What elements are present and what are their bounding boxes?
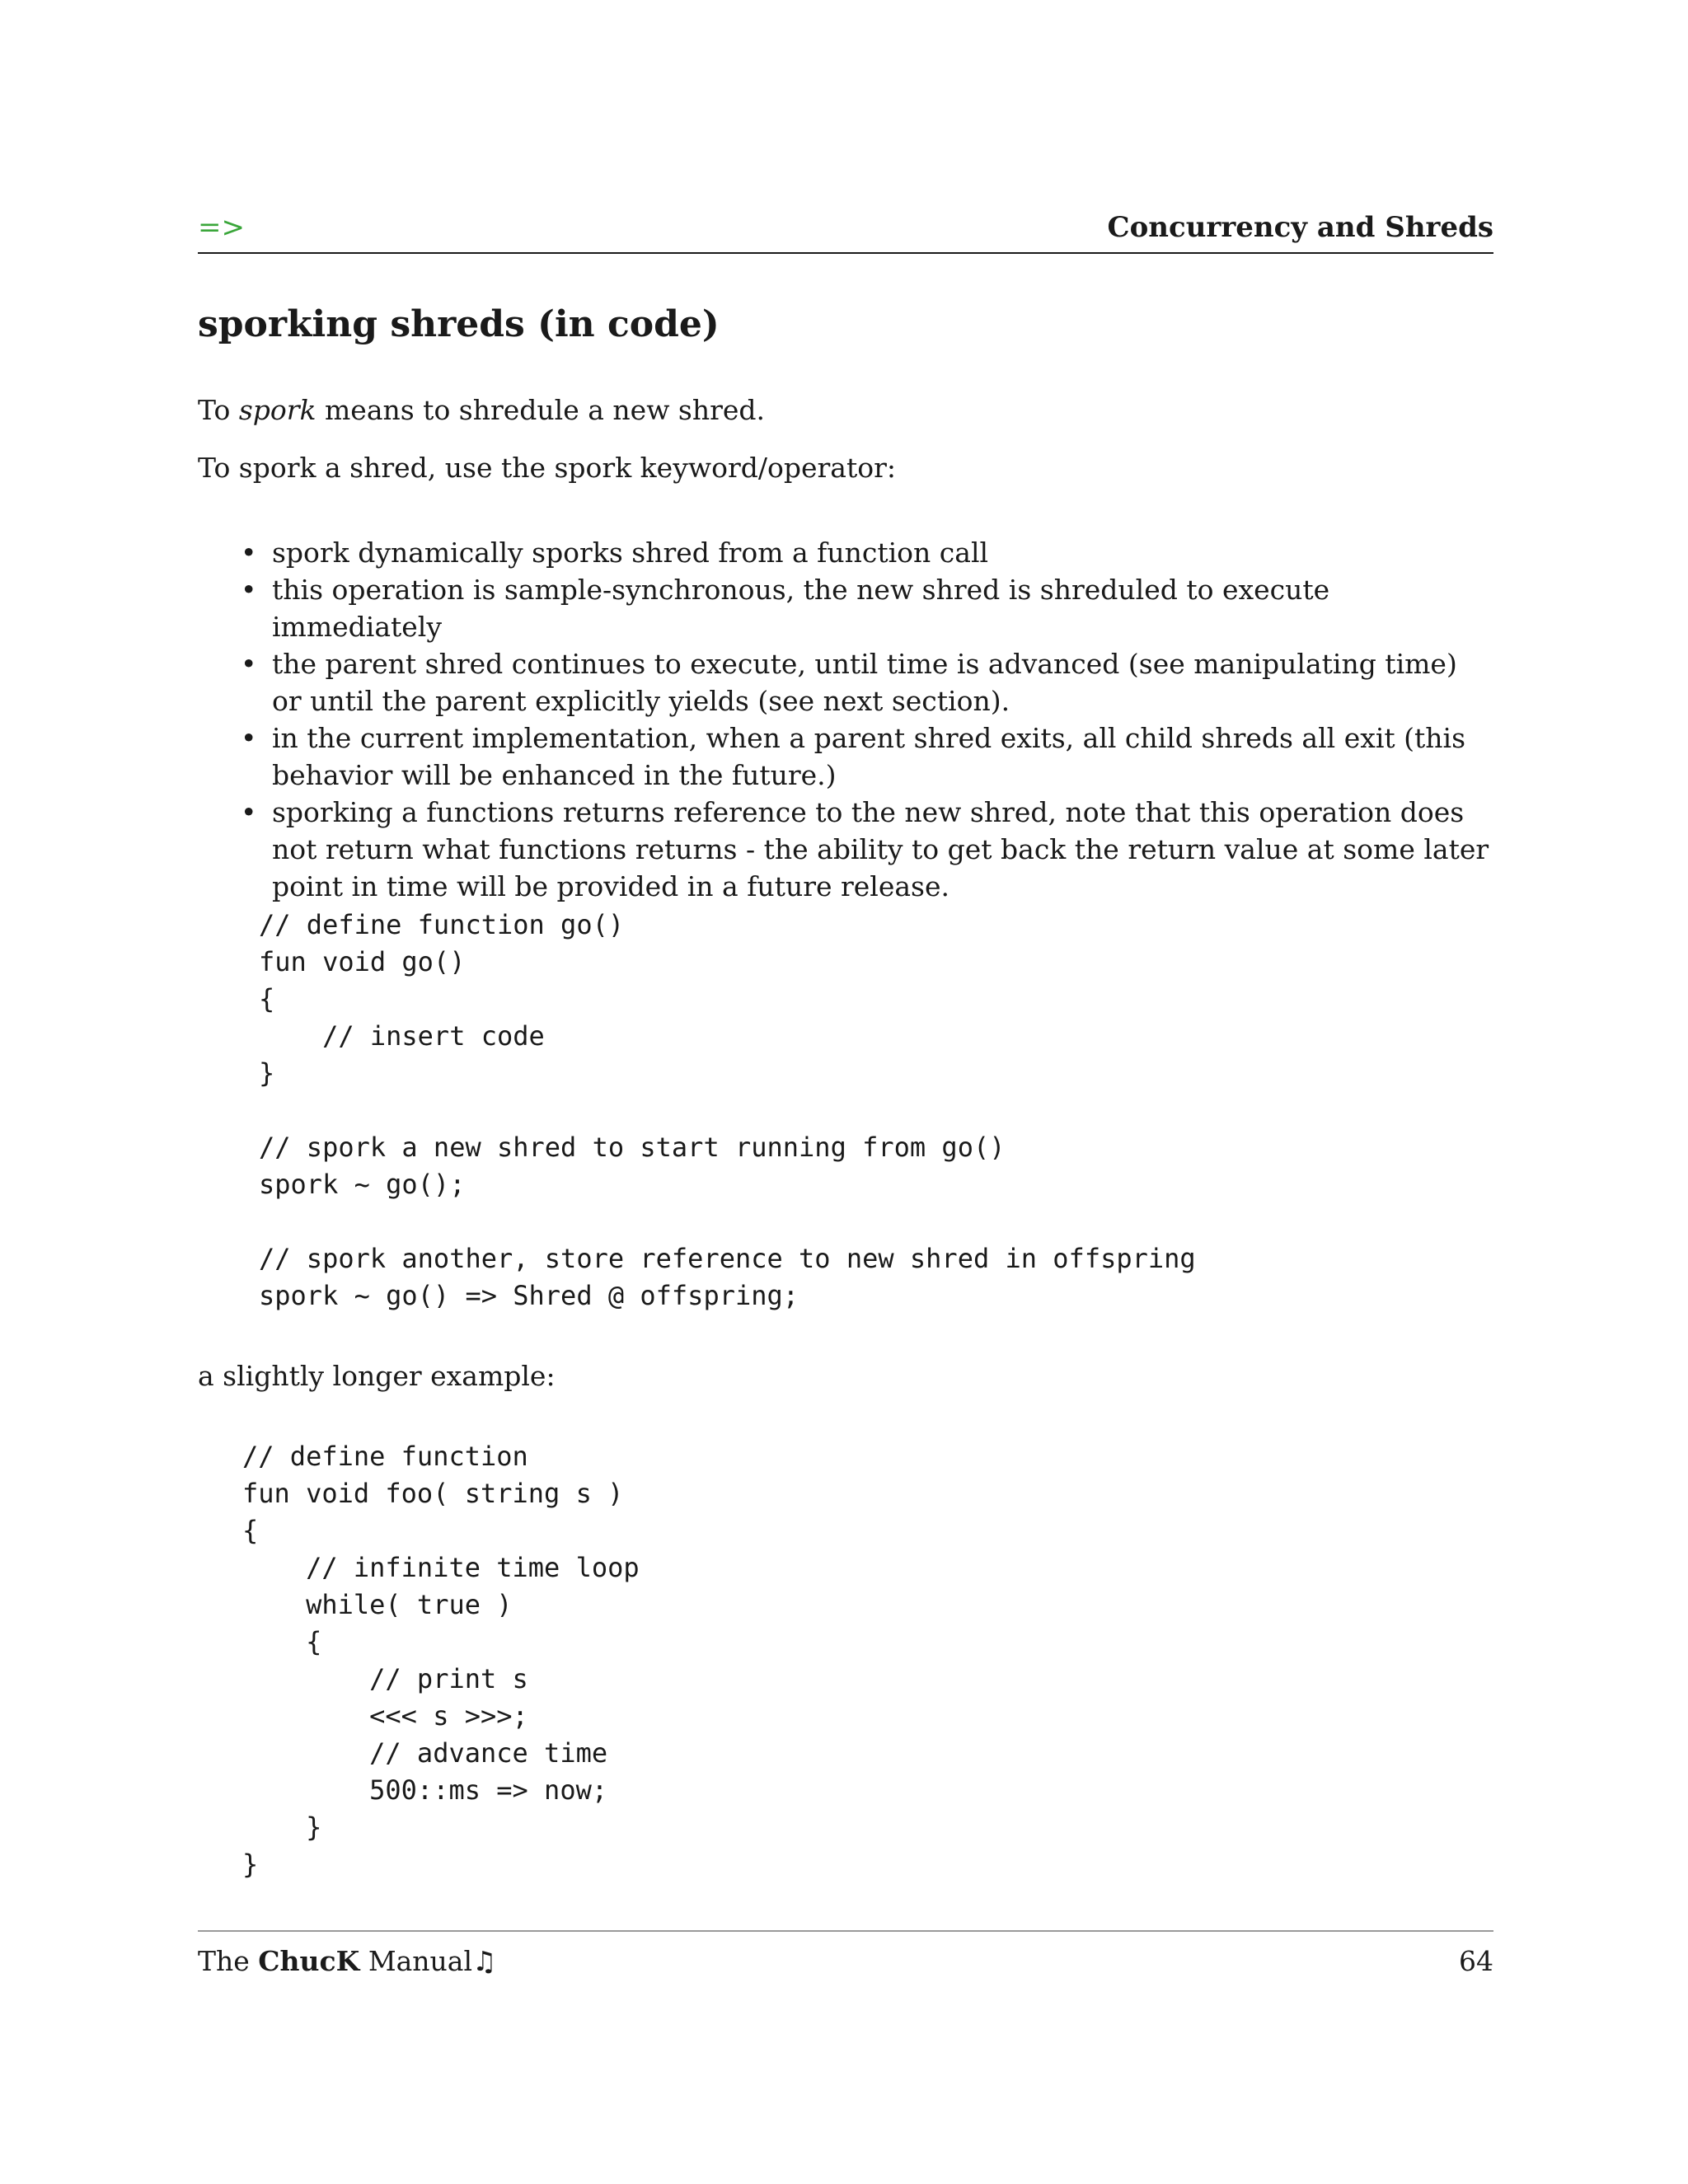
page-header xyxy=(198,204,1493,254)
spork-emphasis: spork xyxy=(238,394,316,426)
list-item xyxy=(241,645,1493,719)
bullet-symbol: • xyxy=(241,537,257,569)
list-item-text: the parent shred continues to execute, until time is advanced (see manipulating time) or until the parent explicitly yields (see next section). xyxy=(272,648,1457,717)
spork-bullet-list xyxy=(241,534,1493,905)
list-item-text: this operation is sample-synchronous, the new shred is shreduled to execute immediately xyxy=(272,574,1330,643)
footer-prefix: The xyxy=(198,1945,259,1977)
chuck-brand: ChucK xyxy=(258,1945,360,1977)
bullet-symbol: • xyxy=(241,722,257,754)
code-block-foo: // define function fun void foo( string s ) { // infinite time loop while( true ) { // print s <<< s >>>; // advance time 500::ms => now; } } xyxy=(242,1441,640,1880)
bullet-symbol: • xyxy=(241,574,257,606)
code-block-go: // define function go() fun void go() { // insert code } // spork a new shred to start running from go() spork ~ go(); // spork another, store reference to new shred in offspring spork ~ go() => Shred @ offspring; xyxy=(259,909,1196,1311)
list-item xyxy=(241,719,1493,794)
intro-paragraph-2: To spork a shred, use the spork keyword/operator: xyxy=(198,452,896,484)
bullet-symbol: • xyxy=(241,796,257,828)
intro-prefix: To xyxy=(198,394,239,426)
page-number: 64 xyxy=(1459,1945,1493,1977)
page-footer xyxy=(198,1930,1493,1990)
list-item-text: sporking a functions returns reference to the new shred, note that this operation does not return what functions returns - the ability to get back the return value at some later point in time will be provided in a future release. xyxy=(272,796,1489,902)
intro-suffix: means to shredule a new shred. xyxy=(316,394,766,426)
manual-page xyxy=(198,0,1493,2184)
list-item xyxy=(241,534,1493,571)
bullet-symbol: • xyxy=(241,648,257,680)
example-intro-text: a slightly longer example: xyxy=(198,1360,556,1392)
footer-suffix: Manual♫ xyxy=(359,1945,497,1977)
chapter-title: Concurrency and Shreds xyxy=(1107,211,1493,244)
manual-title xyxy=(198,1943,497,1980)
list-item xyxy=(241,571,1493,645)
list-item-text: spork dynamically sporks shred from a function call xyxy=(272,537,989,569)
list-item xyxy=(241,794,1493,905)
chuck-arrow-mark: => xyxy=(198,211,245,244)
list-item-text: in the current implementation, when a parent shred exits, all child shreds all exit (this behavior will be enhanced in the future.) xyxy=(272,722,1466,791)
section-title: sporking shreds (in code) xyxy=(198,303,720,345)
intro-paragraph-1 xyxy=(198,392,765,429)
